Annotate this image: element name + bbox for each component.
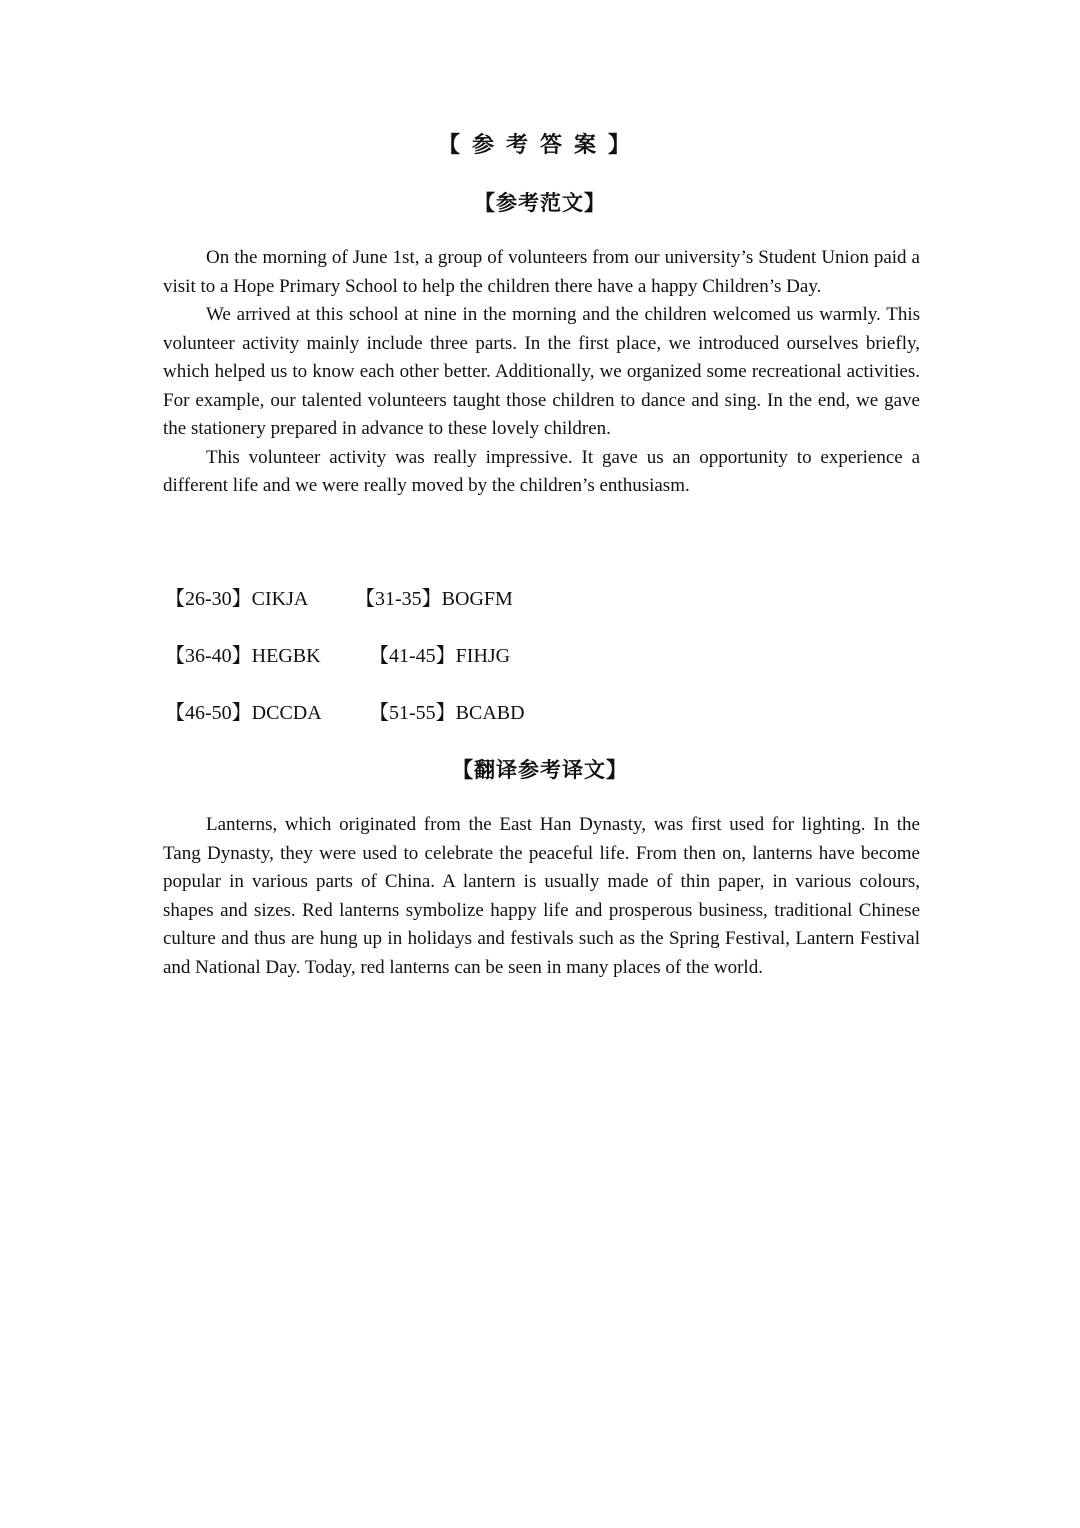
reference-translation xyxy=(163,811,920,982)
answer-group xyxy=(369,641,510,698)
answer-letters: HEGBK xyxy=(251,645,321,667)
answer-letters: CIKJA xyxy=(251,588,309,610)
answer-range-label: 【26-30】 xyxy=(165,588,252,610)
answer-group xyxy=(165,698,369,755)
page-title: 【参考答案】 xyxy=(437,133,642,158)
essay-paragraph: This volunteer activity was really impressive. It gave us an opportunity to experience a different life and we were really moved by the children’s enthusiasm. xyxy=(163,446,920,496)
answer-group xyxy=(369,698,525,755)
answer-letters: BCABD xyxy=(455,702,525,724)
essay-paragraph: We arrived at this school at nine in the morning and the children welcomed us warmly. This volunteer activity mainly include three parts. In the first place, we introduced ourselves briefly, which helped us to know each other better. Additionally, we organized some recreational activities. For example, our talented volunteers taught those children to dance and sing. In the end, we gave the stationery prepared in advance to these lovely children. xyxy=(163,304,920,439)
answer-range-label: 【41-45】 xyxy=(369,645,456,667)
answer-row xyxy=(165,641,765,698)
answer-range-label: 【46-50】 xyxy=(165,702,252,724)
answer-group xyxy=(165,641,369,698)
answer-key xyxy=(165,584,765,755)
answer-range-label: 【51-55】 xyxy=(369,702,456,724)
answer-group xyxy=(355,584,513,641)
translation-heading: 【翻译参考译文】 xyxy=(452,758,628,782)
essay-heading: 【参考范文】 xyxy=(474,191,606,215)
translation-paragraph: Lanterns, which originated from the East Han Dynasty, was first used for lighting. In the Tang Dynasty, they were used to celebrate the peaceful life. From then on, lanterns have become popular in various parts of China. A lantern is usually made of thin paper, in various colours, shapes and sizes. Red lanterns symbolize happy life and prosperous business, traditional Chinese culture and thus are hung up in holidays and festivals such as the Spring Festival, Lantern Festival and National Day. Today, red lanterns can be seen in many places of the world. xyxy=(163,814,920,978)
answer-letters: FIHJG xyxy=(455,645,511,667)
answer-letters: BOGFM xyxy=(441,588,513,610)
answer-row xyxy=(165,698,765,755)
essay-paragraph: On the morning of June 1st, a group of volunteers from our university’s Student Union paid a visit to a Hope Primary School to help the children there have a happy Children’s Day. xyxy=(163,247,920,297)
answer-range-label: 【31-35】 xyxy=(355,588,442,610)
answer-letters: DCCDA xyxy=(251,702,322,724)
answer-range-label: 【36-40】 xyxy=(165,645,252,667)
sample-essay xyxy=(163,244,920,501)
answer-group xyxy=(165,584,355,641)
answer-row xyxy=(165,584,765,641)
